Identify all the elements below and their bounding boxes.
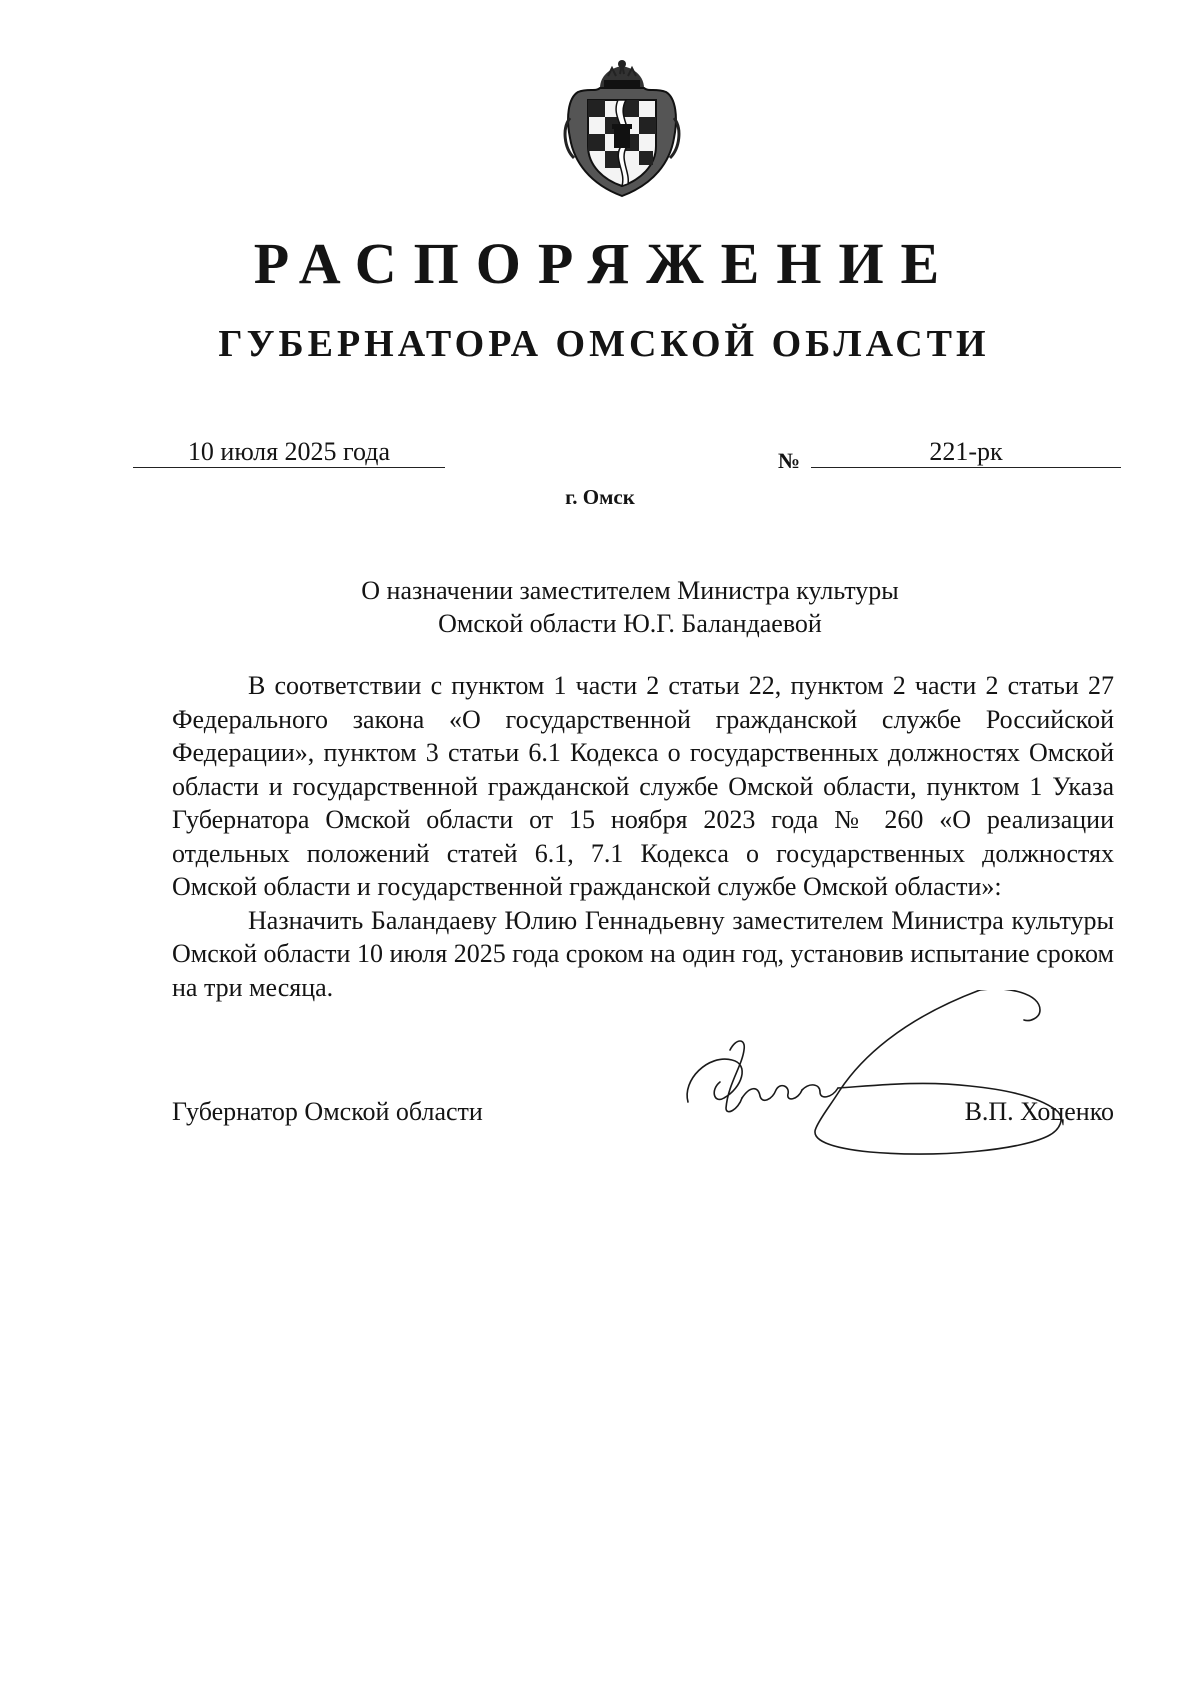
document-subtitle: ГУБЕРНАТОРА ОМСКОЙ ОБЛАСТИ [218,323,990,365]
document-city: г. Омск [565,485,635,509]
document-number: 221-рк [811,437,1121,468]
signatory-position: Губернатор Омской области [172,1097,483,1126]
document-subject [300,574,960,640]
document-date: 10 июля 2025 года [133,437,445,468]
handwritten-signature [680,990,1100,1180]
body-paragraph-2: Назначить Баландаеву Юлию Геннадьевну заместителем Министра культуры Омской области 10 июля 2025 года сроком на один год, установив испытание сроком на три месяца. [172,905,1114,1002]
subject-line-2: Омской области Ю.Г. Баландаевой [438,609,822,638]
coat-of-arms-icon [560,58,684,200]
signatory-name: В.П. Хоценко [964,1097,1114,1126]
document-body [172,669,1114,1004]
document-title: РАСПОРЯЖЕНИЕ [253,231,957,296]
body-paragraph-1: В соответствии с пунктом 1 части 2 статьи 22, пунктом 2 части 2 статьи 27 Федерального закона «О государственной гражданской службе Российской Федерации», пунктом 3 статьи 6.1 Кодекса о государственных должностях Омской области и государственной гражданской службе Омской области, пунктом 1 Указа Губернатора Омской области от 15 ноября 2023 года № 260 «О реализации отдельных положений статей 6.1, 7.1 Кодекса о государственных должностях Омской области и государственной гражданской службе Омской области»: [172,671,1114,901]
subject-line-1: О назначении заместителем Министра культуры [361,576,899,605]
number-sign: № [778,448,801,473]
